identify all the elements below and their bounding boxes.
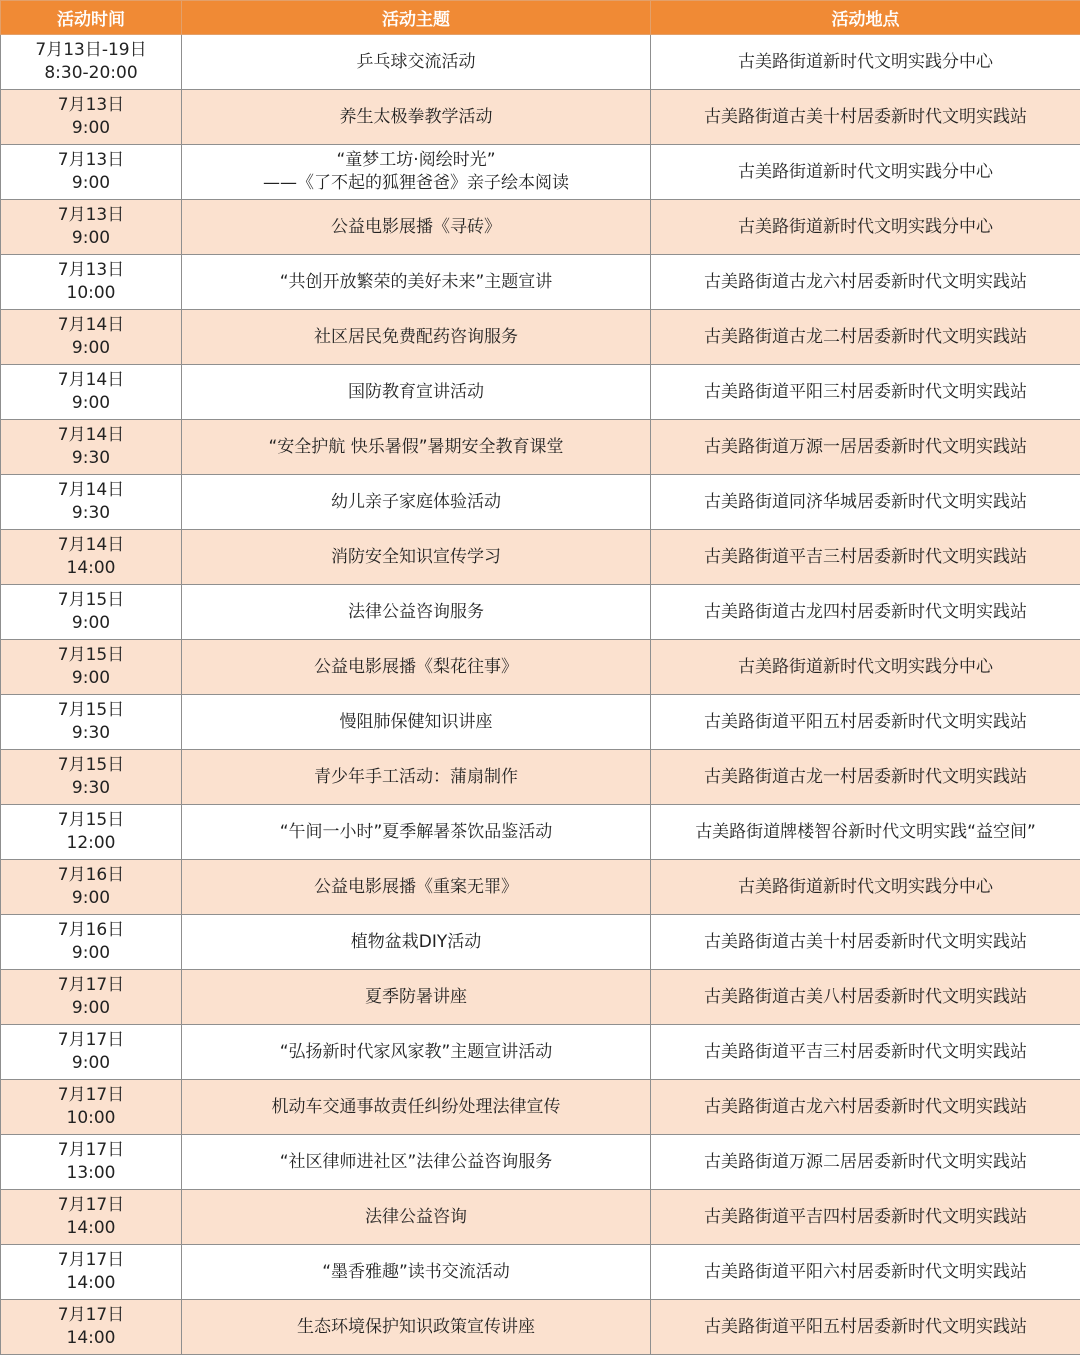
place-cell <box>651 90 1080 145</box>
activity-time: 14:00 <box>66 558 116 578</box>
time-cell <box>1 145 182 200</box>
table-row <box>1 750 1080 805</box>
activity-time: 8:30-20:00 <box>44 63 138 83</box>
table-row <box>1 420 1080 475</box>
time-cell <box>1 640 182 695</box>
place-cell <box>651 1245 1080 1300</box>
activity-time: 13:00 <box>66 1163 116 1183</box>
topic-cell <box>182 805 651 860</box>
activity-date: 7月13日 <box>57 260 125 280</box>
activity-date: 7月13日-19日 <box>35 40 147 60</box>
activity-place: 古美路街道新时代文明实践分中心 <box>738 161 993 182</box>
activity-date: 7月15日 <box>57 645 125 665</box>
table-row <box>1 640 1080 695</box>
activity-date: 7月13日 <box>57 150 125 170</box>
activity-time: 10:00 <box>66 283 116 303</box>
activity-date: 7月17日 <box>57 1195 125 1215</box>
topic-cell <box>182 1300 651 1355</box>
table-row <box>1 1300 1080 1355</box>
table-row <box>1 200 1080 255</box>
activity-time: 9:00 <box>71 393 111 413</box>
activity-place: 古美路街道古美十村居委新时代文明实践站 <box>704 931 1027 952</box>
header-row <box>1 1 1080 35</box>
activity-date: 7月16日 <box>57 865 125 885</box>
activity-time: 9:00 <box>71 998 111 1018</box>
activity-place: 古美路街道新时代文明实践分中心 <box>738 216 993 237</box>
activity-place: 古美路街道万源二居居委新时代文明实践站 <box>704 1151 1027 1172</box>
time-cell <box>1 255 182 310</box>
place-cell <box>651 365 1080 420</box>
activity-date: 7月17日 <box>57 1030 125 1050</box>
activity-place: 古美路街道古龙四村居委新时代文明实践站 <box>704 601 1027 622</box>
activity-date: 7月14日 <box>57 480 125 500</box>
table-row <box>1 1135 1080 1190</box>
activity-topic: 乒乓球交流活动 <box>356 51 476 72</box>
time-cell <box>1 750 182 805</box>
activity-time: 9:00 <box>71 173 111 193</box>
table-row <box>1 310 1080 365</box>
place-cell <box>651 1025 1080 1080</box>
activity-topic: “弘扬新时代家风家教”主题宣讲活动 <box>279 1041 553 1062</box>
place-cell <box>651 860 1080 915</box>
place-cell <box>651 255 1080 310</box>
activity-place: 古美路街道新时代文明实践分中心 <box>738 51 993 72</box>
topic-cell <box>182 860 651 915</box>
activity-date: 7月14日 <box>57 315 125 335</box>
activity-topic: 法律公益咨询 <box>365 1206 467 1227</box>
activity-topic: 生态环境保护知识政策宣传讲座 <box>297 1316 535 1337</box>
place-cell <box>651 1300 1080 1355</box>
place-cell <box>651 640 1080 695</box>
table-row <box>1 585 1080 640</box>
activity-time: 10:00 <box>66 1108 116 1128</box>
activity-date: 7月16日 <box>57 920 125 940</box>
place-cell <box>651 475 1080 530</box>
topic-cell <box>182 695 651 750</box>
table-row <box>1 1025 1080 1080</box>
activity-place: 古美路街道新时代文明实践分中心 <box>738 876 993 897</box>
table-row <box>1 475 1080 530</box>
time-cell <box>1 915 182 970</box>
header-topic: 活动主题 <box>182 1 651 35</box>
time-cell <box>1 805 182 860</box>
activity-place: 古美路街道牌楼智谷新时代文明实践“益空间” <box>695 821 1036 842</box>
topic-cell <box>182 365 651 420</box>
activity-date: 7月17日 <box>57 1250 125 1270</box>
topic-cell <box>182 585 651 640</box>
activity-date: 7月15日 <box>57 810 125 830</box>
time-cell <box>1 420 182 475</box>
time-cell <box>1 1300 182 1355</box>
activity-time: 14:00 <box>66 1218 116 1238</box>
activity-topic: 青少年手工活动：蒲扇制作 <box>314 766 518 787</box>
activity-date: 7月15日 <box>57 700 125 720</box>
activity-time: 9:00 <box>71 1053 111 1073</box>
time-cell <box>1 1190 182 1245</box>
activity-time: 14:00 <box>66 1328 116 1348</box>
place-cell <box>651 310 1080 365</box>
activity-topic: “社区律师进社区”法律公益咨询服务 <box>279 1151 553 1172</box>
table-row <box>1 1080 1080 1135</box>
place-cell <box>651 530 1080 585</box>
topic-cell <box>182 35 651 90</box>
place-cell <box>651 420 1080 475</box>
activity-topic: “共创开放繁荣的美好未来”主题宣讲 <box>279 271 553 292</box>
place-cell <box>651 915 1080 970</box>
activity-date: 7月15日 <box>57 755 125 775</box>
table-row <box>1 915 1080 970</box>
activity-topic: 消防安全知识宣传学习 <box>331 546 501 567</box>
time-cell <box>1 365 182 420</box>
time-cell <box>1 1245 182 1300</box>
place-cell <box>651 585 1080 640</box>
table-row <box>1 35 1080 90</box>
time-cell <box>1 585 182 640</box>
place-cell <box>651 1080 1080 1135</box>
topic-cell <box>182 530 651 585</box>
activity-place: 古美路街道新时代文明实践分中心 <box>738 656 993 677</box>
time-cell <box>1 90 182 145</box>
table-row <box>1 365 1080 420</box>
activity-time: 9:00 <box>71 118 111 138</box>
activity-place: 古美路街道平吉四村居委新时代文明实践站 <box>704 1206 1027 1227</box>
activity-topic: “童梦工坊·阅绘时光” <box>336 150 496 170</box>
activity-time: 12:00 <box>66 833 116 853</box>
activity-date: 7月17日 <box>57 975 125 995</box>
activity-topic: “午间一小时”夏季解暑茶饮品鉴活动 <box>279 821 553 842</box>
time-cell <box>1 1135 182 1190</box>
activity-place: 古美路街道古龙六村居委新时代文明实践站 <box>704 271 1027 292</box>
activity-topic-subtitle: ——《了不起的狐狸爸爸》亲子绘本阅读 <box>263 173 569 193</box>
place-cell <box>651 145 1080 200</box>
topic-cell <box>182 310 651 365</box>
activity-topic: 国防教育宣讲活动 <box>348 381 484 402</box>
activity-date: 7月15日 <box>57 590 125 610</box>
place-cell <box>651 1135 1080 1190</box>
activity-topic: 夏季防暑讲座 <box>365 986 467 1007</box>
table-row <box>1 695 1080 750</box>
place-cell <box>651 750 1080 805</box>
place-cell <box>651 970 1080 1025</box>
activity-topic: “墨香雅趣”读书交流活动 <box>322 1261 510 1282</box>
activity-date: 7月17日 <box>57 1140 125 1160</box>
activity-date: 7月17日 <box>57 1305 125 1325</box>
activity-date: 7月14日 <box>57 370 125 390</box>
table-row <box>1 970 1080 1025</box>
activity-time: 9:30 <box>71 448 111 468</box>
activity-time: 9:30 <box>71 503 111 523</box>
time-cell <box>1 860 182 915</box>
time-cell <box>1 475 182 530</box>
table-row <box>1 530 1080 585</box>
activity-date: 7月13日 <box>57 205 125 225</box>
activity-time: 9:30 <box>71 778 111 798</box>
activity-topic: 法律公益咨询服务 <box>348 601 484 622</box>
table-row <box>1 1245 1080 1300</box>
topic-cell <box>182 420 651 475</box>
time-cell <box>1 1025 182 1080</box>
time-cell <box>1 970 182 1025</box>
place-cell <box>651 1190 1080 1245</box>
time-cell <box>1 310 182 365</box>
topic-cell <box>182 970 651 1025</box>
topic-cell <box>182 1135 651 1190</box>
activity-place: 古美路街道平吉三村居委新时代文明实践站 <box>704 546 1027 567</box>
header-time: 活动时间 <box>1 1 182 35</box>
topic-cell <box>182 1245 651 1300</box>
table-row <box>1 145 1080 200</box>
place-cell <box>651 805 1080 860</box>
activity-place: 古美路街道古美十村居委新时代文明实践站 <box>704 106 1027 127</box>
topic-cell <box>182 1190 651 1245</box>
topic-cell <box>182 1080 651 1135</box>
table-row <box>1 255 1080 310</box>
topic-cell <box>182 750 651 805</box>
place-cell <box>651 695 1080 750</box>
activity-place: 古美路街道平阳五村居委新时代文明实践站 <box>704 711 1027 732</box>
activity-place: 古美路街道古美八村居委新时代文明实践站 <box>704 986 1027 1007</box>
activity-place: 古美路街道万源一居居委新时代文明实践站 <box>704 436 1027 457</box>
table-row <box>1 860 1080 915</box>
topic-cell <box>182 915 651 970</box>
activity-place: 古美路街道平阳五村居委新时代文明实践站 <box>704 1316 1027 1337</box>
activity-place: 古美路街道古龙二村居委新时代文明实践站 <box>704 326 1027 347</box>
activity-time: 9:00 <box>71 613 111 633</box>
table-header <box>1 1 1080 35</box>
time-cell <box>1 35 182 90</box>
activity-time: 9:00 <box>71 668 111 688</box>
table-body <box>1 35 1080 1355</box>
table-row <box>1 805 1080 860</box>
activity-time: 9:30 <box>71 723 111 743</box>
activity-date: 7月14日 <box>57 425 125 445</box>
topic-cell <box>182 1025 651 1080</box>
header-place: 活动地点 <box>651 1 1080 35</box>
place-cell <box>651 200 1080 255</box>
time-cell <box>1 695 182 750</box>
activity-topic: 幼儿亲子家庭体验活动 <box>331 491 501 512</box>
place-cell <box>651 35 1080 90</box>
activity-date: 7月17日 <box>57 1085 125 1105</box>
activity-place: 古美路街道古龙一村居委新时代文明实践站 <box>704 766 1027 787</box>
table-row <box>1 90 1080 145</box>
time-cell <box>1 530 182 585</box>
activity-topic: 机动车交通事故责任纠纷处理法律宣传 <box>271 1096 561 1117</box>
activity-topic: 社区居民免费配药咨询服务 <box>314 326 518 347</box>
activity-time: 14:00 <box>66 1273 116 1293</box>
activity-place: 古美路街道古龙六村居委新时代文明实践站 <box>704 1096 1027 1117</box>
topic-cell <box>182 475 651 530</box>
activity-topic: 养生太极拳教学活动 <box>339 106 493 127</box>
topic-cell <box>182 145 651 200</box>
topic-cell <box>182 255 651 310</box>
activity-date: 7月13日 <box>57 95 125 115</box>
topic-cell <box>182 90 651 145</box>
topic-cell <box>182 640 651 695</box>
time-cell <box>1 200 182 255</box>
topic-cell <box>182 200 651 255</box>
activity-topic: 植物盆栽DIY活动 <box>350 931 482 952</box>
activity-date: 7月14日 <box>57 535 125 555</box>
activity-topic: 公益电影展播《寻砖》 <box>331 216 501 237</box>
activity-place: 古美路街道平阳六村居委新时代文明实践站 <box>704 1261 1027 1282</box>
activity-time: 9:00 <box>71 943 111 963</box>
activity-topic: 公益电影展播《重案无罪》 <box>314 876 518 897</box>
activity-topic: “安全护航 快乐暑假”暑期安全教育课堂 <box>268 436 564 457</box>
activity-topic: 公益电影展播《梨花往事》 <box>314 656 518 677</box>
activity-topic: 慢阻肺保健知识讲座 <box>339 711 493 732</box>
activity-place: 古美路街道平吉三村居委新时代文明实践站 <box>704 1041 1027 1062</box>
activity-time: 9:00 <box>71 888 111 908</box>
activity-place: 古美路街道平阳三村居委新时代文明实践站 <box>704 381 1027 402</box>
activity-time: 9:00 <box>71 338 111 358</box>
table-row <box>1 1190 1080 1245</box>
activity-time: 9:00 <box>71 228 111 248</box>
activity-place: 古美路街道同济华城居委新时代文明实践站 <box>704 491 1027 512</box>
time-cell <box>1 1080 182 1135</box>
